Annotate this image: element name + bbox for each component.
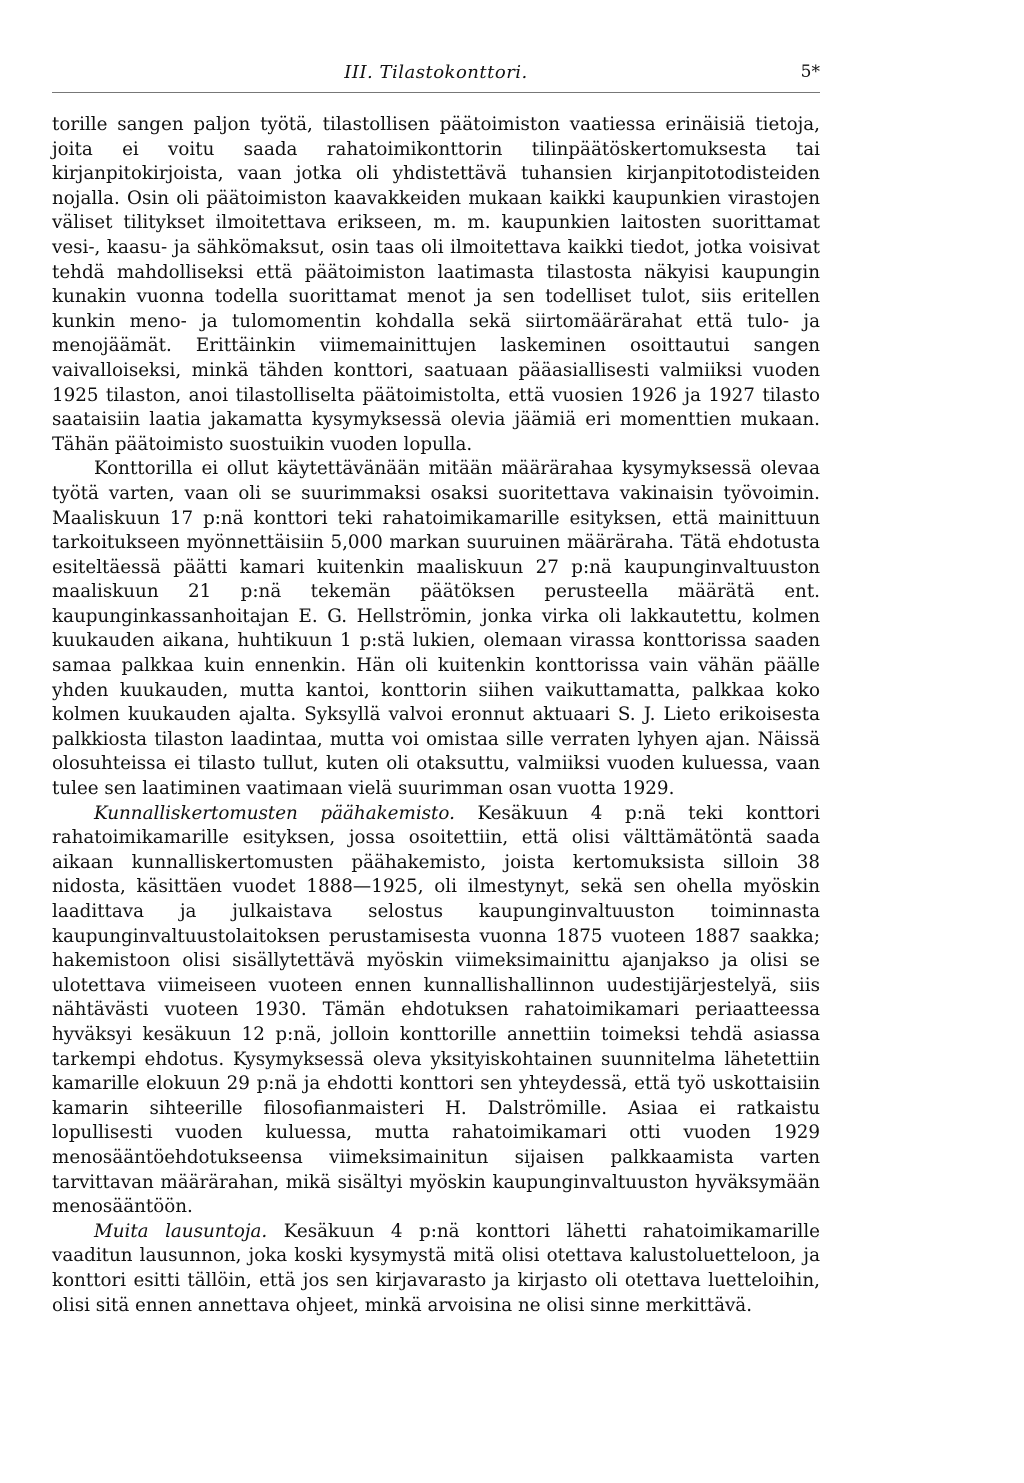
- paragraph-text: Kesäkuun 4 p:nä konttori lähetti rahatoimikamarille vaaditun lausunnon, joka koski kysymystä mitä olisi otettava kalustoluetteloon, ja konttori esitti tällöin, että jos sen kirjavarasto ja kirjasto oli otettava luetteloihin, olisi sitä ennen annettava ohjeet, minkä arvoisina ne olisi sinne merkittävä.: [52, 1220, 820, 1316]
- paragraph: [52, 802, 820, 1220]
- document-page: [52, 0, 820, 1483]
- paragraph: [52, 113, 820, 457]
- paragraph: [52, 1220, 820, 1318]
- paragraph: [52, 457, 820, 801]
- running-header: [52, 62, 820, 90]
- paragraph-heading: Kunnalliskertomusten päähakemisto.: [94, 802, 455, 824]
- paragraph-text: Konttorilla ei ollut käytettävänään mitään määrärahaa kysymyksessä olevaa työtä varten, vaan oli se suurimmaksi osaksi suoritettava vakinaisin työvoimin. Maaliskuun 17 p:nä konttori teki rahatoimikamarille esityksen, että mainittuun tarkoitukseen myönnettäisiin 5,000 markan suuruinen määräraha. Tätä ehdotusta esiteltäessä päätti kamari kuitenkin maaliskuun 27 p:nä kaupunginvaltuuston maaliskuun 21 p:nä tekemän päätöksen perusteella määrätä ent. kaupunginkassanhoitajan E. G. Hellströmin, jonka virka oli lakkautettu, kolmen kuukauden aikana, huhtikuun 1 p:stä lukien, olemaan virassa konttorissa saaden samaa palkkaa kuin ennenkin. Hän oli kuitenkin konttorissa vain vähän päälle yhden kuukauden, mutta kantoi, konttorin siihen vaikuttamatta, palkkaa koko kolmen kuukauden ajalta. Syksyllä valvoi eronnut aktuaari S. J. Lieto erikoisesta palkkiosta tilaston laadintaa, mutta voi omistaa sille verraten lyhyen ajan. Näissä olosuhteissa ei tilasto tullut, kuten oli otaksuttu, valmiiksi vuoden kuluessa, vaan tulee sen laatiminen vaatimaan vielä suurimman osan vuotta 1929.: [52, 458, 820, 800]
- page-number: 5*: [800, 62, 820, 82]
- running-title: III. Tilastokonttori.: [344, 62, 528, 83]
- body-text: [52, 113, 820, 1318]
- paragraph-text: Kesäkuun 4 p:nä teki konttori rahatoimikamarille esityksen, jossa osoitettiin, että olisi välttämätöntä saada aikaan kunnalliskertomusten päähakemisto, joista kertomuksista silloin 38 nidosta, käsittäen vuodet 1888—1925, oli ilmestynyt, sekä sen ohella myöskin laadittava ja julkaistava selostus kaupunginvaltuuston toiminnasta kaupunginvaltuustolaitoksen perustamisesta vuonna 1875 vuoteen 1887 saakka; hakemistoon olisi sisällytettävä myöskin viimeksimainittu ajanjakso ja olisi se ulotettava viimeiseen vuoteen ennen kunnallishallinnon uudestijärjestelyä, siis nähtävästi vuoteen 1930. Tämän ehdotuksen rahatoimikamari periaatteessa hyväksyi kesäkuun 12 p:nä, jolloin konttorille annettiin toimeksi tehdä asiassa tarkempi ehdotus. Kysymyksessä oleva yksityiskohtainen suunnitelma lähetettiin kamarille elokuun 29 p:nä ja ehdotti konttori sen yhteydessä, että työ uskottaisiin kamarin sihteerille filosofianmaisteri H. Dalströmille. Asiaa ei ratkaistu lopullisesti vuoden kuluessa, mutta rahatoimikamari otti vuoden 1929 menosääntöehdotukseensa viimeksimainitun sijaisen palkkaamista varten tarvittavan määrärahan, mikä sisältyi myöskin kaupunginvaltuuston hyväksymään menosääntöön.: [52, 802, 821, 1218]
- paragraph-text: torille sangen paljon työtä, tilastollisen päätoimiston vaatiessa erinäisiä tietoja, joita ei voitu saada rahatoimikonttorin tilinpäätöskertomuksesta tai kirjanpitokirjoista, vaan jotka oli yhdistettävä tuhansien kirjanpitotodisteiden nojalla. Osin oli päätoimiston kaavakkeiden mukaan kaikki kaupunkien virastojen väliset tilitykset ilmoitettava erikseen, m. m. kaupunkien laitosten suorittamat vesi-, kaasu- ja sähkömaksut, osin taas oli ilmoitettava kaikki tiedot, jotka voisivat tehdä mahdolliseksi että päätoimiston laatimasta tilastosta näkyisi kaupungin kunakin vuonna todella suorittamat menot ja sen todelliset tulot, siis eritellen kunkin meno- ja tulomomentin kohdalla sekä siirtomäärärahat että tulo- ja menojäämät. Erittäinkin viimemainittujen laskeminen osoittautui sangen vaivalloiseksi, minkä tähden konttori, saatuaan pääasiallisesti valmiiksi vuoden 1925 tilaston, anoi tilastolliselta päätoimistolta, että vuosien 1926 ja 1927 tilasto saataisiin laatia jakamatta kysymyksessä olevia jäämiä eri momenttien mukaan. Tähän päätoimisto suostuikin vuoden lopulla.: [52, 114, 820, 455]
- paragraph-heading: Muita lausuntoja.: [94, 1220, 268, 1242]
- header-rule: [52, 92, 820, 93]
